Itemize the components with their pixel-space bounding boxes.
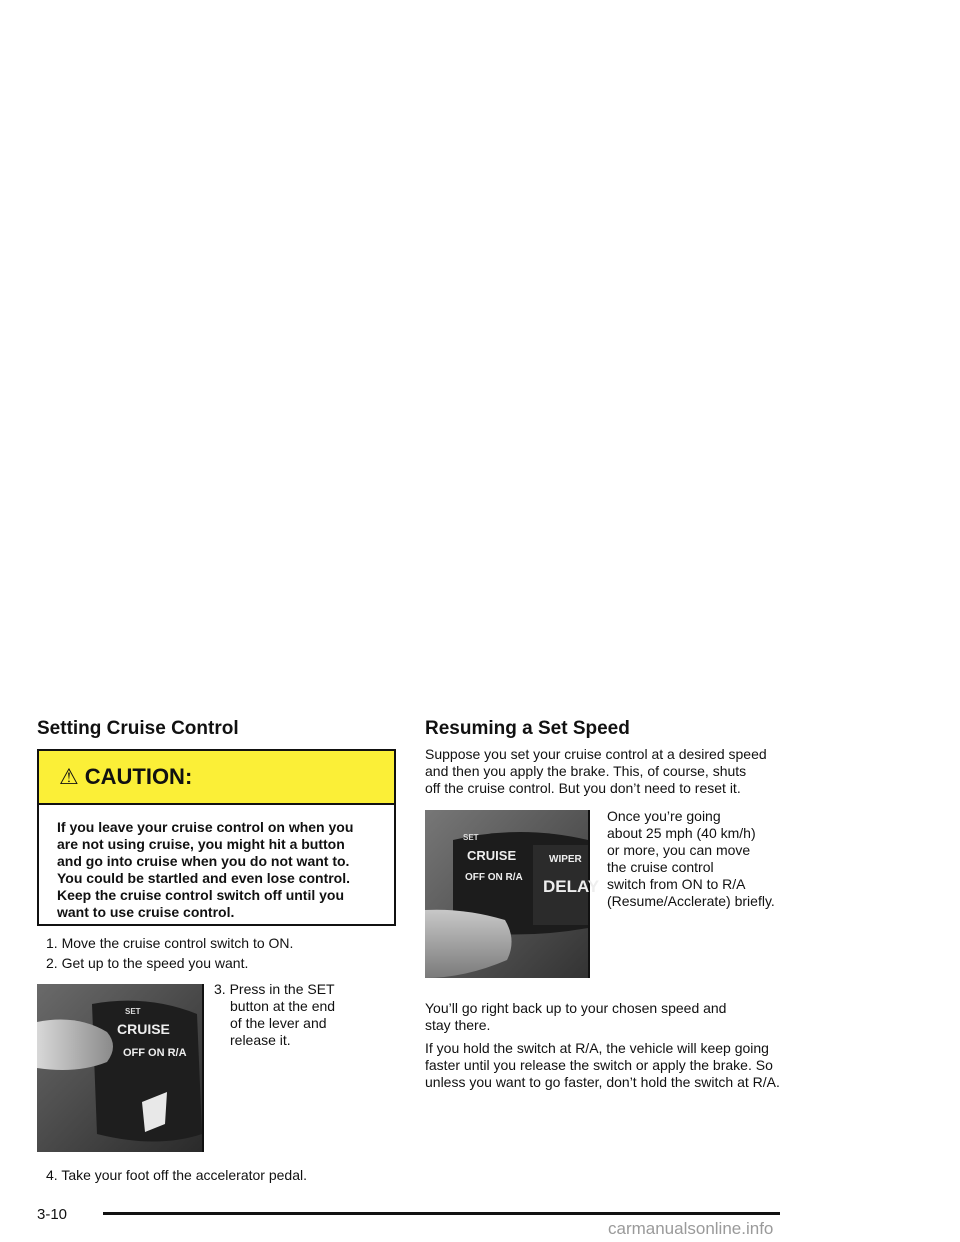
photo-label-cruise: CRUISE	[117, 1021, 170, 1037]
step-3	[214, 981, 335, 1049]
text-line: off the cruise control. But you don’t need to reset it.	[425, 780, 741, 796]
photo-label-delay: DELAY	[543, 877, 600, 896]
step-3-line: button at the end	[230, 998, 336, 1014]
text-line: (Resume/Acclerate) briefly.	[607, 893, 775, 909]
text-line: stay there.	[425, 1017, 491, 1033]
photo-label-wiper: WIPER	[549, 854, 582, 865]
footer-rule	[103, 1212, 780, 1215]
text-line: switch from ON to R/A	[607, 876, 746, 892]
photo-label-cruise: CRUISE	[467, 848, 517, 863]
text-line: Suppose you set your cruise control at a desired speed	[425, 746, 767, 762]
caution-line: are not using cruise, you might hit a button	[57, 836, 345, 852]
step-1: 1. Move the cruise control switch to ON.	[46, 935, 294, 951]
caution-line: If you leave your cruise control on when you	[57, 819, 354, 835]
section-heading-resuming: Resuming a Set Speed	[425, 718, 630, 739]
watermark: carmanualsonline.info	[608, 1219, 774, 1238]
paragraph-4	[425, 1040, 780, 1091]
text-line: You’ll go right back up to your chosen speed and	[425, 1000, 727, 1016]
warning-triangle-icon: ⚠	[59, 764, 79, 789]
text-line: If you hold the switch at R/A, the vehicle will keep going	[425, 1040, 769, 1056]
photo-label-modes: OFF ON R/A	[465, 872, 523, 883]
paragraph-2	[607, 808, 775, 910]
text-line: faster until you release the switch or apply the brake. So	[425, 1057, 773, 1073]
caution-line: You could be startled and even lose control.	[57, 870, 351, 886]
text-line: the cruise control	[607, 859, 714, 875]
caution-label: CAUTION:	[84, 764, 193, 789]
step-3-line: release it.	[230, 1032, 291, 1048]
text-line: Once you’re going	[607, 808, 721, 824]
text-line: unless you want to go faster, don’t hold the switch at R/A.	[425, 1074, 780, 1090]
caution-line: Keep the cruise control switch off until you	[57, 887, 345, 903]
photo-label-modes: OFF ON R/A	[123, 1047, 187, 1059]
cruise-lever-photo	[37, 984, 204, 1152]
caution-line: and go into cruise when you do not want to.	[57, 853, 350, 869]
text-line: or more, you can move	[607, 842, 751, 858]
caution-line: want to use cruise control.	[57, 904, 235, 920]
photo-label-set: SET	[125, 1007, 141, 1016]
cruise-wiper-illustration	[425, 810, 600, 978]
page-number: 3-10	[37, 1206, 68, 1223]
step-3-line: of the lever and	[230, 1015, 327, 1031]
caution-box	[37, 749, 396, 926]
caution-header	[39, 751, 394, 805]
paragraph-1	[425, 746, 767, 797]
step-4: 4. Take your foot off the accelerator pedal.	[46, 1167, 307, 1183]
step-3-line: 3. Press in the SET	[214, 981, 335, 997]
text-line: about 25 mph (40 km/h)	[607, 825, 756, 841]
caution-text	[39, 805, 394, 921]
paragraph-3	[425, 1000, 726, 1034]
text-line: and then you apply the brake. This, of course, shuts	[425, 763, 747, 779]
cruise-lever-illustration	[37, 984, 202, 1152]
step-2: 2. Get up to the speed you want.	[46, 955, 249, 971]
cruise-wiper-lever-photo	[425, 810, 600, 978]
photo-label-set: SET	[463, 833, 479, 842]
section-heading-setting-cruise: Setting Cruise Control	[37, 718, 239, 739]
